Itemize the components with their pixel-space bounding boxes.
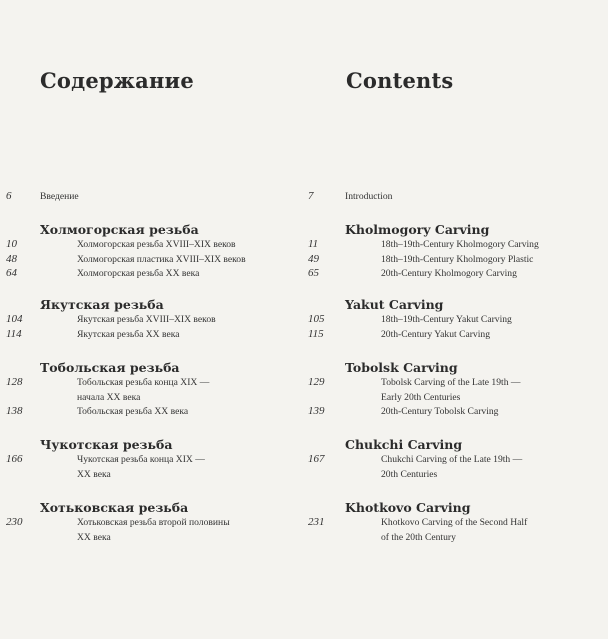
page-number: 129 — [308, 376, 325, 388]
toc-entry-line: 20th-Century Yakut Carving — [381, 328, 490, 340]
page-number: 139 — [308, 405, 325, 417]
section-heading: Чукотская резьба — [40, 437, 173, 452]
toc-column-russian — [0, 0, 300, 639]
page-number: 64 — [6, 267, 17, 279]
toc-entry-line: 18th–19th-Century Kholmogory Carving — [381, 239, 539, 250]
toc-entry-line: 18th–19th-Century Kholmogory Plastic — [381, 253, 534, 265]
toc-entry-line: Тобольская резьба конца XIX — — [77, 377, 210, 388]
toc-entry-line: Хотьковская резьба второй половины — [77, 517, 230, 528]
section-heading: Якутская резьба — [40, 297, 164, 312]
toc-entry-line: XX века — [77, 468, 111, 480]
toc-entry-line: начала XX века — [77, 391, 141, 403]
page-number: 138 — [6, 405, 23, 417]
toc-title-ru: Содержание — [40, 68, 194, 93]
page-number: 167 — [308, 453, 325, 465]
page-number: 49 — [308, 252, 319, 265]
toc-entry-line: Chukchi Carving of the Late 19th — — [381, 454, 523, 465]
page-number: 48 — [6, 252, 17, 265]
page-number: 231 — [308, 516, 325, 528]
page-number: 114 — [6, 327, 22, 340]
toc-entry-introduction: Introduction — [345, 191, 393, 202]
section-heading: Хотьковская резьба — [40, 500, 189, 515]
page-number: 11 — [308, 238, 319, 250]
toc-entry-line: Khotkovo Carving of the Second Half — [381, 517, 528, 528]
page-number: 65 — [308, 267, 319, 279]
toc-entry-line: Холмогорская пластика XVIII–XIX веков — [77, 253, 246, 265]
page-number: 10 — [6, 238, 17, 250]
toc-entry-line: Якутская резьба XX века — [77, 328, 180, 340]
page-number: 6 — [6, 190, 12, 202]
toc-title-en: Contents — [346, 68, 454, 93]
section-heading: Kholmogory Carving — [345, 222, 490, 237]
toc-entry-line: Тобольская резьба XX века — [77, 406, 189, 417]
toc-entry-line: Холмогорская резьба XX века — [77, 268, 200, 279]
toc-column-english — [304, 0, 608, 639]
toc-entry-line: Холмогорская резьба XVIII–XIX веков — [77, 239, 236, 250]
toc-entry-line: XX века — [77, 531, 111, 543]
section-heading: Yakut Carving — [345, 297, 444, 312]
page-number: 166 — [6, 453, 23, 465]
toc-entry-line: Early 20th Centuries — [381, 391, 461, 403]
toc-entry-line: 18th–19th-Century Yakut Carving — [381, 314, 512, 325]
page-number: 104 — [6, 313, 23, 325]
page-number: 7 — [308, 190, 314, 202]
toc-entry-line: Якутская резьба XVIII–XIX веков — [77, 314, 216, 325]
page-number: 230 — [6, 516, 23, 528]
page-number: 105 — [308, 313, 325, 325]
toc-entry-line: of the 20th Century — [381, 531, 456, 543]
section-heading: Tobolsk Carving — [345, 360, 458, 375]
section-heading: Chukchi Carving — [345, 437, 463, 452]
toc-entry-line: Чукотская резьба конца XIX — — [77, 454, 205, 465]
toc-entry-line: 20th-Century Kholmogory Carving — [381, 268, 517, 279]
toc-entry-line: 20th-Century Tobolsk Carving — [381, 406, 499, 417]
page-number: 128 — [6, 376, 23, 388]
section-heading: Тобольская резьба — [40, 360, 180, 375]
section-heading: Khotkovo Carving — [345, 500, 471, 515]
toc-entry-line: 20th Centuries — [381, 468, 438, 480]
toc-entry-line: Tobolsk Carving of the Late 19th — — [381, 377, 521, 388]
section-heading: Холмогорская резьба — [40, 222, 199, 237]
page-number: 115 — [308, 327, 324, 340]
toc-entry-introduction: Введение — [40, 191, 79, 202]
